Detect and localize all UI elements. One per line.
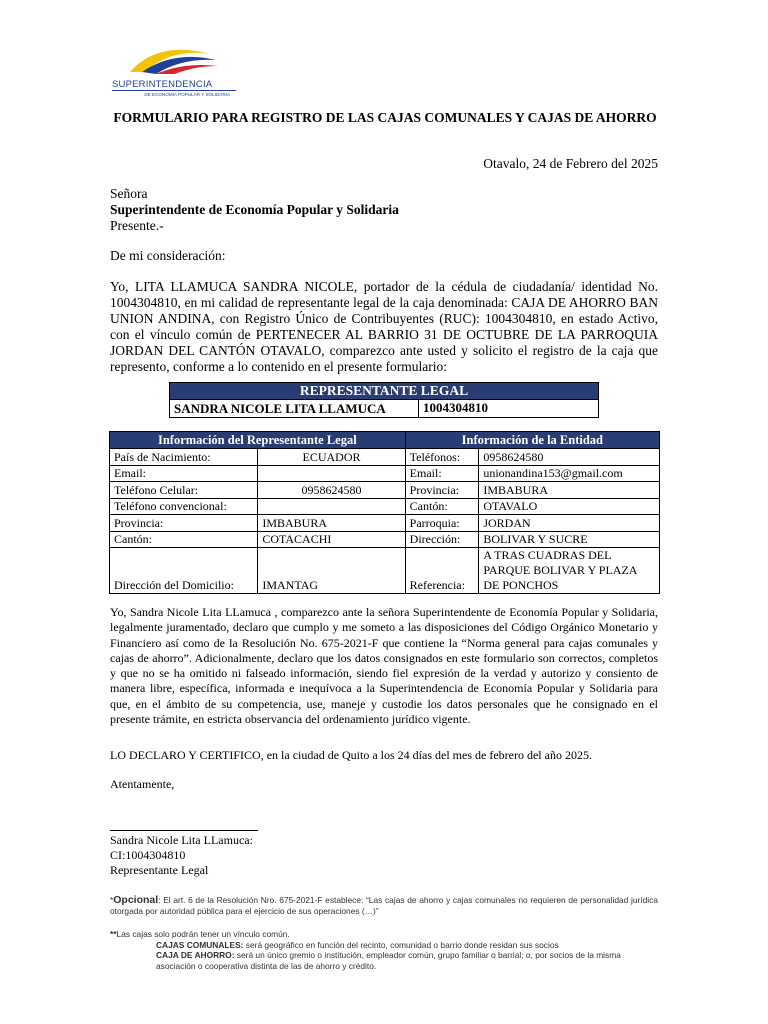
rep-id: 1004304810 — [419, 400, 599, 418]
caja-ahorro-text: será un único gremio o institución, empleador común, grupo familiar o barrial; o, por socios de la misma asociación o cooperativa distinta de las de ahorro y crédito. — [156, 950, 621, 971]
cell-label: Email: — [110, 465, 258, 482]
cell-label: Parroquia: — [405, 515, 479, 532]
cell-value: A TRAS CUADRAS DEL PARQUE BOLIVAR Y PLAZA DE PONCHOS — [479, 548, 660, 594]
table-row — [110, 465, 660, 482]
representative-table — [169, 382, 599, 418]
declaration-paragraph: Yo, Sandra Nicole Lita LLamuca , comparezco ante la señora Superintendente de Economía Popular y Solidaria, legalmente juramentado, declaro que cumplo y me someto a las disposiciones del Código Orgánico Monetario y Financiero así como de la Resolución No. 675-2021-F que contiene la “Norma general para cajas comunales y cajas de ahorro”. Adicionalmente, declaro que los datos consignados en este formulario son correctos, completos y que no se ha omitido ni falseado información, siendo fiel expresión de la verdad y autorizo y consiento de manera libre, específica, informada e inequívoca a la Superintendencia de Economía Popular y Solidaria para que, en el ámbito de su competencia, use, maneje y custodie los datos personales que he consignado en el presente trámite, en estricta observancia del ordenamiento jurídico vigente. — [110, 605, 658, 727]
footnote-label: Opcional — [113, 894, 159, 906]
cell-label: Referencia: — [405, 548, 479, 594]
cell-label: Dirección del Domicilio: — [110, 548, 258, 594]
entity-info-header: Información de la Entidad — [405, 432, 659, 449]
footnote-mark: * — [110, 895, 114, 905]
info-table — [109, 431, 660, 594]
table-row — [110, 482, 660, 499]
cell-value: COTACACHI — [258, 531, 405, 548]
cell-label: Provincia: — [405, 482, 479, 499]
cell-value: unionandina153@gmail.com — [479, 465, 660, 482]
cell-value: ECUADOR — [258, 449, 405, 466]
greeting: De mi consideración: — [110, 248, 226, 263]
logo-text-main: SUPERINTENDENCIA — [112, 79, 236, 91]
cell-label: Teléfono Celular: — [110, 482, 258, 499]
cell-label: País de Nacimiento: — [110, 449, 258, 466]
signature-line — [110, 830, 258, 831]
cell-value: IMBABURA — [258, 515, 405, 532]
cell-value: BOLIVAR Y SUCRE — [479, 531, 660, 548]
logo-text-sub: DE ECONOMÍA POPULAR Y SOLIDARIA — [144, 92, 230, 97]
cajas-comunales-label: CAJAS COMUNALES: — [156, 939, 244, 950]
cell-value: 0958624580 — [479, 449, 660, 466]
cell-value: OTAVALO — [479, 498, 660, 515]
document-date: Otavalo, 24 de Febrero del 2025 — [483, 156, 658, 171]
cajas-comunales-text: será geográfico en función del recinto, comunidad o barrio donde residan sus socios — [243, 939, 559, 950]
cell-value: IMANTAG — [258, 548, 405, 594]
cell-value: JORDAN — [479, 515, 660, 532]
logo-arc-icon — [112, 44, 236, 74]
seps-logo — [112, 44, 236, 97]
cell-value — [258, 498, 405, 515]
rep-name: SANDRA NICOLE LITA LLAMUCA — [170, 400, 419, 418]
cell-label: Cantón: — [110, 531, 258, 548]
footnote-vinculo — [110, 929, 658, 971]
rep-table-header: REPRESENTANTE LEGAL — [170, 383, 599, 400]
certification: LO DECLARO Y CERTIFICO, en la ciudad de Quito a los 24 días del mes de febrero del año 2025. — [110, 748, 592, 762]
table-row — [110, 449, 660, 466]
cell-value: IMBABURA — [479, 482, 660, 499]
cell-label: Email: — [405, 465, 479, 482]
table-row — [110, 531, 660, 548]
footnote-opcional — [110, 895, 658, 917]
cell-label: Teléfonos: — [405, 449, 479, 466]
signer-ci: CI:1004304810 — [110, 848, 186, 862]
signer-role: Representante Legal — [110, 863, 209, 877]
recipient-block — [110, 186, 399, 234]
salutation: Señora — [110, 186, 148, 201]
signature-block — [110, 833, 253, 878]
table-row — [110, 515, 660, 532]
table-row — [110, 548, 660, 594]
cell-value: 0958624580 — [258, 482, 405, 499]
footnote-text: Las cajas solo podrán tener un vínculo común. — [116, 929, 290, 939]
signer-name: Sandra Nicole Lita LLamuca: — [110, 833, 253, 847]
form-title: FORMULARIO PARA REGISTRO DE LAS CAJAS COMUNALES Y CAJAS DE AHORRO — [113, 110, 657, 125]
footnote-text: : El art. 6 de la Resolución Nro. 675-2021-F establece: “Las cajas de ahorro y cajas comunales no requieren de personalidad jurídica otorgada por autoridad pública para el ejercicio de sus operaciones (…)” — [110, 895, 658, 916]
table-row — [110, 498, 660, 515]
caja-ahorro-label: CAJA DE AHORRO: — [156, 950, 235, 960]
recipient-name: Superintendente de Economía Popular y Solidaria — [110, 202, 399, 217]
cell-label: Dirección: — [405, 531, 479, 548]
cell-value — [258, 465, 405, 482]
rep-info-header: Información del Representante Legal — [110, 432, 406, 449]
closing: Atentamente, — [110, 777, 175, 791]
cell-label: Provincia: — [110, 515, 258, 532]
presente: Presente.- — [110, 218, 164, 233]
intro-paragraph: Yo, LITA LLAMUCA SANDRA NICOLE, portador de la cédula de ciudadanía/ identidad No. 1004304810, en mi calidad de representante legal de la caja denominada: CAJA DE AHORRO BAN UNION ANDINA, con Registro Único de Contribuyentes (RUC): 1004304810, en estado Activo, con el vínculo común de PERTENECER AL BARRIO 31 DE OCTUBRE DE LA PARROQUIA JORDAN DEL CANTÓN OTAVALO, comparezco ante usted y solicito el registro de la caja que represento, conforme a lo contenido en el presente formulario: — [110, 279, 658, 374]
cell-label: Teléfono convencional: — [110, 498, 258, 515]
footnote-mark: ** — [110, 929, 117, 939]
cell-label: Cantón: — [405, 498, 479, 515]
